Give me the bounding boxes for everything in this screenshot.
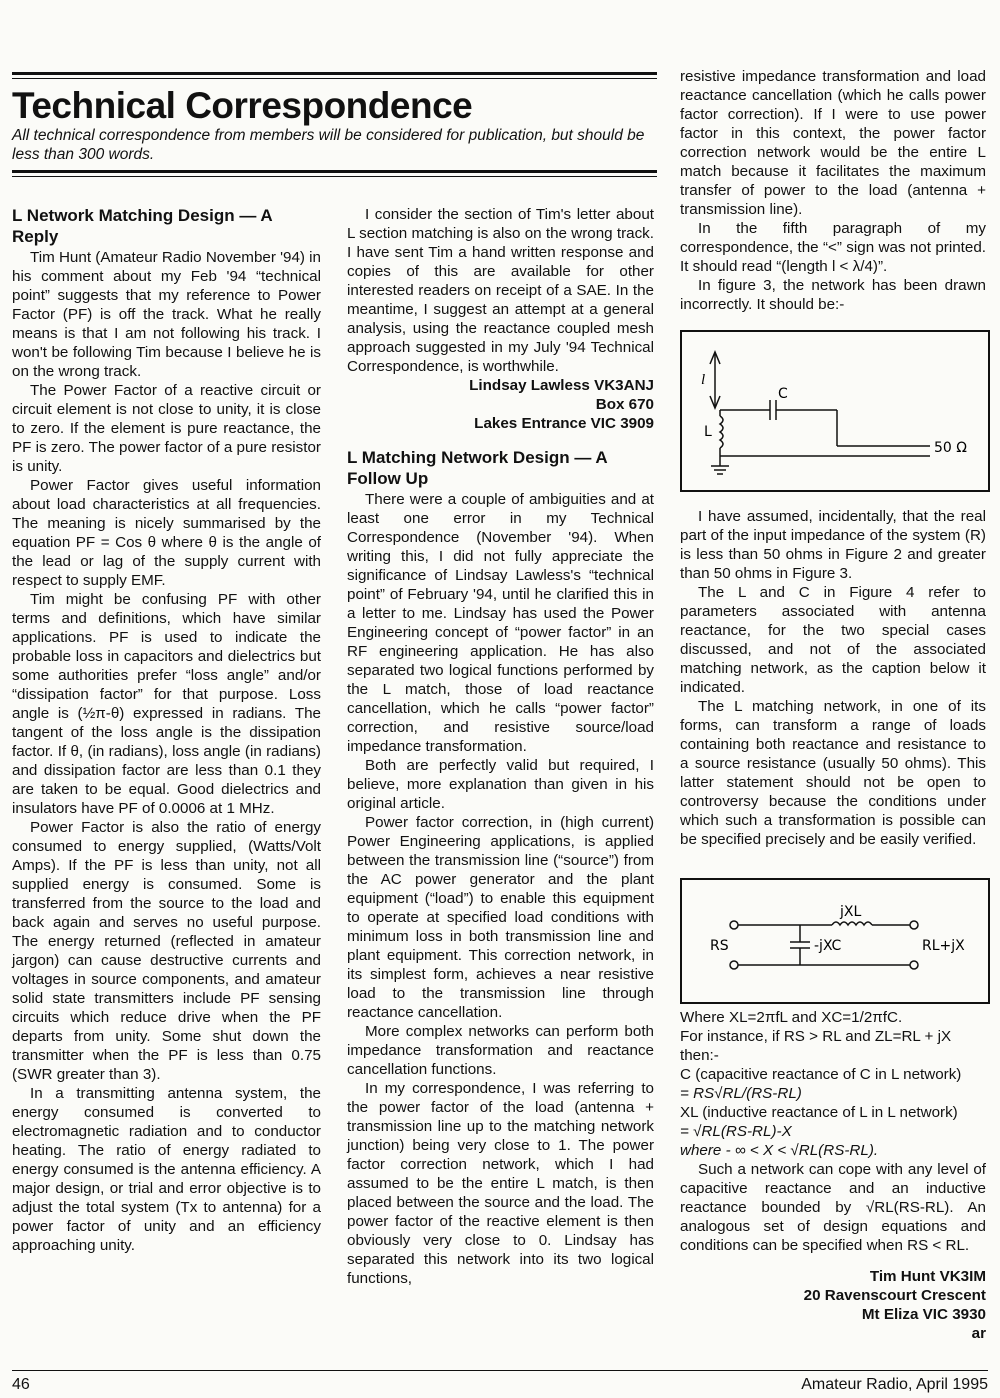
- signature-line: Tim Hunt VK3IM: [869, 1268, 986, 1285]
- figure-corrected-network: [680, 330, 990, 492]
- equation-range: where - ∞ < X < √RL(RS-RL).: [680, 1142, 879, 1159]
- article2-paragraph: Such a network can cope with any level of capacitive reactance and an inductive reactance bounded by √RL(RS-RL). An analogous set of design equations and conditions can be specified when RS < RL.: [680, 1161, 986, 1254]
- article2-paragraph: resistive impedance transformation and load reactance cancellation (which he calls power factor correction). If I were to use power factor in this context, the power factor correction network would be the entire L match because it facilitates the maximum transfer of power to the load (antenna + transmission line).: [680, 68, 986, 218]
- article1-heading: L Network Matching Design — A Reply: [12, 206, 273, 246]
- article1-paragraph: Power Factor gives useful information about load characteristics at all frequencies. The meaning is nicely summarised by the equation PF = Cos θ where θ is the angle of the lead or lag of the supply current with respect to supply EMF.: [12, 477, 321, 589]
- article1-paragraph: Tim might be confusing PF with other terms and definitions, which have similar applications. PF is used to indicate the probable loss in capacitors and dielectrics but some authorities prefer “loss angle” and/or “dissipation factor” for that purpose. Loss angle is (½π-θ) expressed in radians. The tangent of the loss angle is the dissipation factor. If θ, (in radians), loss angle (in radians) and dissipation factor are less than 0.1 they are taken to be equal. Good dielectrics and insulators have PF of 0.0006 at 1 MHz.: [12, 591, 321, 817]
- signature-line: Box 670: [595, 396, 654, 413]
- label-impedance: 50 Ω: [934, 440, 967, 456]
- equation-c-value: = RS√RL/(RS-RL): [680, 1085, 802, 1102]
- equation-where: Where XL=2πfL and XC=1/2πfC.: [680, 1009, 903, 1026]
- label-current: l: [701, 372, 706, 388]
- column-3-bottom: [680, 1008, 986, 1343]
- article2-paragraph: The L matching network, in one of its forms, can transform a range of loads containing both reactance and resistance to a source resistance (usually 50 ohms). This latter statement should not be open to controversy because the conditions under which such a transformation is possible can be specified precisely and be easily verified.: [680, 698, 986, 848]
- label-inductor: L: [704, 424, 712, 440]
- top-rule: [12, 72, 657, 75]
- page-title: Technical Correspondence: [12, 85, 473, 126]
- intro-rule: [12, 170, 657, 173]
- signature-line: Mt Eliza VIC 3930: [861, 1306, 986, 1323]
- column-3-top: [680, 67, 986, 314]
- equation-xl-label: XL (inductive reactance of L in L network): [680, 1104, 958, 1121]
- intro-rule-thin: [12, 176, 657, 177]
- article2-paragraph: There were a couple of ambiguities and at least one error in my Technical Correspondence (November '94). When writing this, I did not fully appreciate the significance of Lindsay Lawless's “technical point” of February '94, until he clarified this in a letter to me. Lindsay has used the Power Engineering concept of “power factor” in an RF engineering application. He has also separated two logical functions performed by the L match, those of load reactance cancellation, which he calls “power factor” correction, and resistive source/load impedance transformation.: [347, 491, 654, 755]
- equation-c-label: C (capacitive reactance of C in L network): [680, 1066, 962, 1083]
- label-jxc: -jXC: [814, 938, 842, 954]
- signature-line: 20 Ravenscourt Crescent: [803, 1287, 986, 1304]
- article2-paragraph: The L and C in Figure 4 refer to parameters associated with antenna reactance, for the two special cases discussed, and not of the associated matching network, as the caption below it indicated.: [680, 584, 986, 696]
- article1-paragraph: The Power Factor of a reactive circuit or circuit element is not close to unity, it is close to zero. If the element is pure reactance, the PF is zero. The power factor of a pure resistor is unity.: [12, 382, 321, 475]
- intro-text: All technical correspondence from members will be considered for publication, but should be less than 300 words.: [12, 127, 645, 163]
- article2-paragraph: I have assumed, incidentally, that the real part of the input impedance of the system (R) is less than 50 ohms in Figure 2 and greater than 50 ohms in Figure 3.: [680, 508, 986, 582]
- article1-continuation: I consider the section of Tim's letter about L section matching is also on the wrong track. I have sent Tim a hand written response and copies of this are available for other interested readers on receipt of a SAE. In the meantime, I suggest an attempt at a general analysis, using the reactance coupled mesh approach suggested in my July '94 Technical Correspondence, is worthwhile.: [347, 206, 654, 375]
- article2-paragraph: In figure 3, the network has been drawn incorrectly. It should be:-: [680, 277, 986, 313]
- page-number: 46: [12, 1376, 30, 1393]
- top-rule-thin: [12, 78, 657, 79]
- article2-paragraph: More complex networks can perform both impedance transformation and reactance cancellation functions.: [347, 1023, 654, 1078]
- article1-paragraph: In a transmitting antenna system, the energy consumed is converted to electromagnetic radiation and to conductor heating. The ratio of energy radiated to energy consumed is the antenna efficiency. A major design, or trial and error objective is to adjust the total system (Tx to antenna) for a power factor of unity and an efficiency approaching unity.: [12, 1085, 321, 1254]
- article2-paragraph: Both are perfectly valid but required, I believe, more explanation than given in his original article.: [347, 757, 654, 812]
- signature-line: Lakes Entrance VIC 3909: [474, 415, 654, 432]
- article2-paragraph: Power factor correction, in (high current) Power Engineering applications, is applied between the transmission line (“source”) from the AC power generator and the plant equipment (“load”) to enable this equipment to operate at specified load conditions with minimum loss in both transmission line and plant equipment. This correction network, in its simplest form, achieves a near resistive load to the transmission line through reactance cancellation.: [347, 814, 654, 1021]
- article2-paragraph: In my correspondence, I was referring to the power factor of the load (antenna + transmission line up to the matching network junction) being very close to 1. The power factor correction network, which I had assumed to be the entire L match, is then placed between the source and the load. The power factor of the reactive element is then obviously very close to 0. Lindsay has separated this network into its two logical functions,: [347, 1080, 654, 1287]
- article2-paragraph: In the fifth paragraph of my correspondence, the “<” sign was not printed. It should read “(length l < λ/4)”.: [680, 220, 986, 275]
- figure-1-diagram: [682, 332, 988, 490]
- article2-heading: L Matching Network Design — A Follow Up: [347, 448, 608, 488]
- label-capacitor: C: [778, 386, 788, 402]
- equation-xl-value: = √RL(RS-RL)-X: [680, 1123, 792, 1140]
- footer-rule: [12, 1370, 988, 1371]
- equation-instance: For instance, if RS > RL and ZL=RL + jX then:-: [680, 1028, 952, 1064]
- column-3-middle: [680, 507, 986, 849]
- label-rl: RL+jX: [922, 938, 965, 954]
- label-rs: RS: [710, 938, 729, 954]
- publication-name: Amateur Radio, April 1995: [801, 1376, 988, 1393]
- column-1: [12, 205, 321, 1255]
- figure-2-diagram: [682, 880, 988, 1002]
- label-jxl: jXL: [840, 904, 862, 920]
- article1-paragraph: Tim Hunt (Amateur Radio November '94) in his comment about my Feb '94 “technical point” suggests that my reference to Power Factor (PF) is off the track. What he really means is that I am not following his track. I won't be following Tim because I believe he is on the wrong track.: [12, 249, 322, 380]
- column-2: [347, 205, 654, 1288]
- article1-paragraph: Power Factor is also the ratio of energy consumed to energy supplied, (Watts/Volt Amps). If the PF is less than unity, not all supplied energy is consumed. Some is transferred from the source to the load and back again and serves no useful purpose. The energy returned (reflected in amateur jargon) can cause destructive currents and voltages in source components, and amateur solid state transmitters include PF sensing circuits which reduce drive when the PF departs from unity. Some shut down the transmitter when the PF is less than 0.75 (SWR greater than 3).: [12, 819, 321, 1083]
- figure-l-network: [680, 878, 990, 1004]
- signature-line: ar: [971, 1325, 986, 1342]
- signature-line: Lindsay Lawless VK3ANJ: [469, 377, 654, 394]
